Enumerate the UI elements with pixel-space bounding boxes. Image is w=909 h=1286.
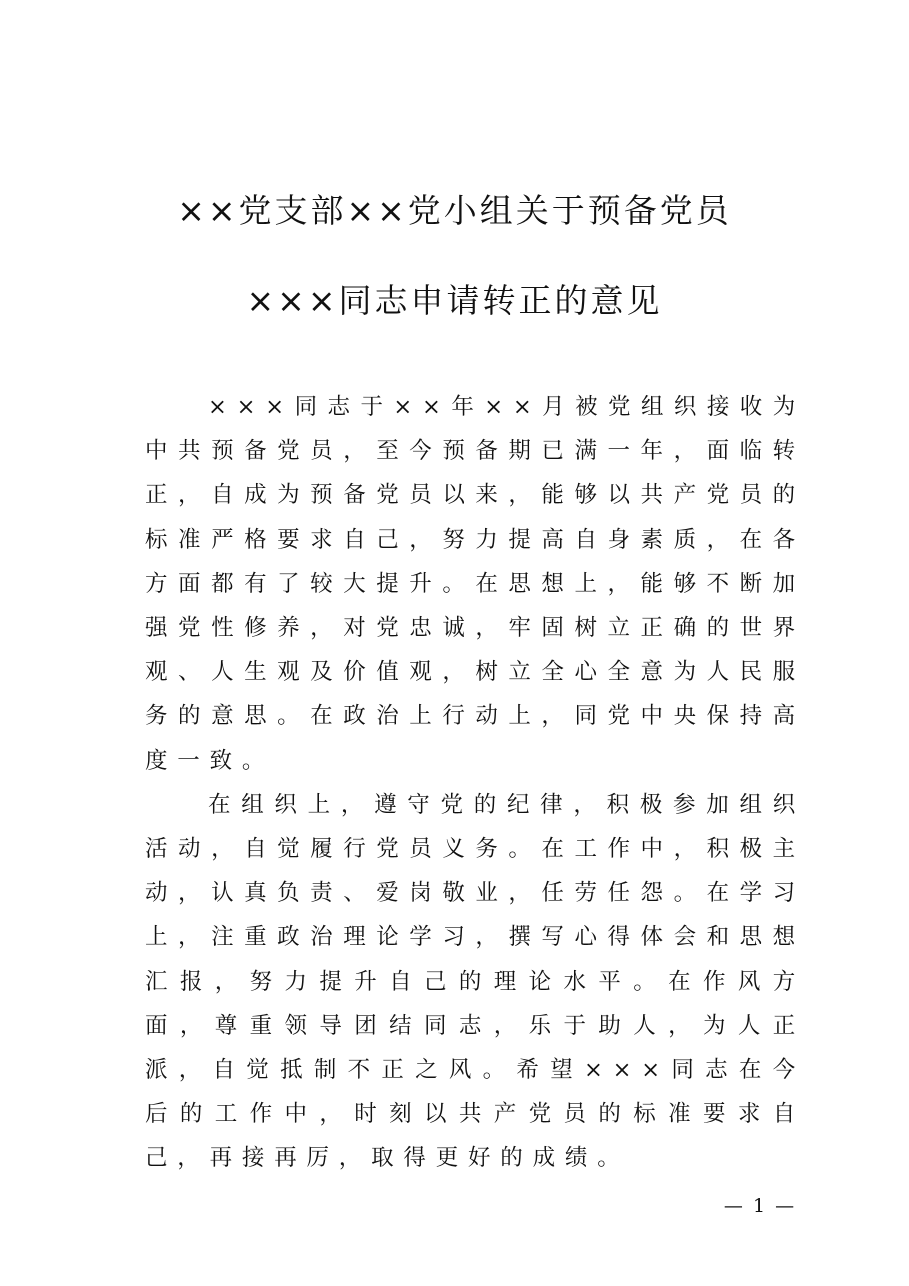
paragraph-2: 在组织上，遵守党的纪律，积极参加组织活动，自觉履行党员义务。在工作中，积极主动，认真负责、爱岗敬业，任劳任怨。在学习上，注重政治理论学习，撰写心得体会和思想汇报，努力提升自己的理论水平。在作风方面，尊重领导团结同志，乐于助人，为人正派，自觉抵制不正之风。希望×××同志在今后的工作中，时刻以共产党员的标准要求自己，再接再厉，取得更好的成绩。 [145,791,805,1172]
document-title-line-2: ×××同志申请转正的意见 [246,281,663,320]
page-number: — 1 — [723,1195,797,1217]
paragraph-1: ×××同志于××年××月被党组织接收为中共预备党员，至今预备期已满一年，面临转正，自成为预备党员以来，能够以共产党员的标准严格要求自己，努力提高自身素质，在各方面都有了较大提升。在思想上，能够不断加强党性修养，对党忠诚，牢固树立正确的世界观、人生观及价值观，树立全心全意为人民服务的意思。在政治上行动上，同党中央保持高度一致。 [145,394,805,774]
document-body [145,385,805,1181]
document-title-line-1: ××党支部××党小组关于预备党员 [177,191,732,230]
